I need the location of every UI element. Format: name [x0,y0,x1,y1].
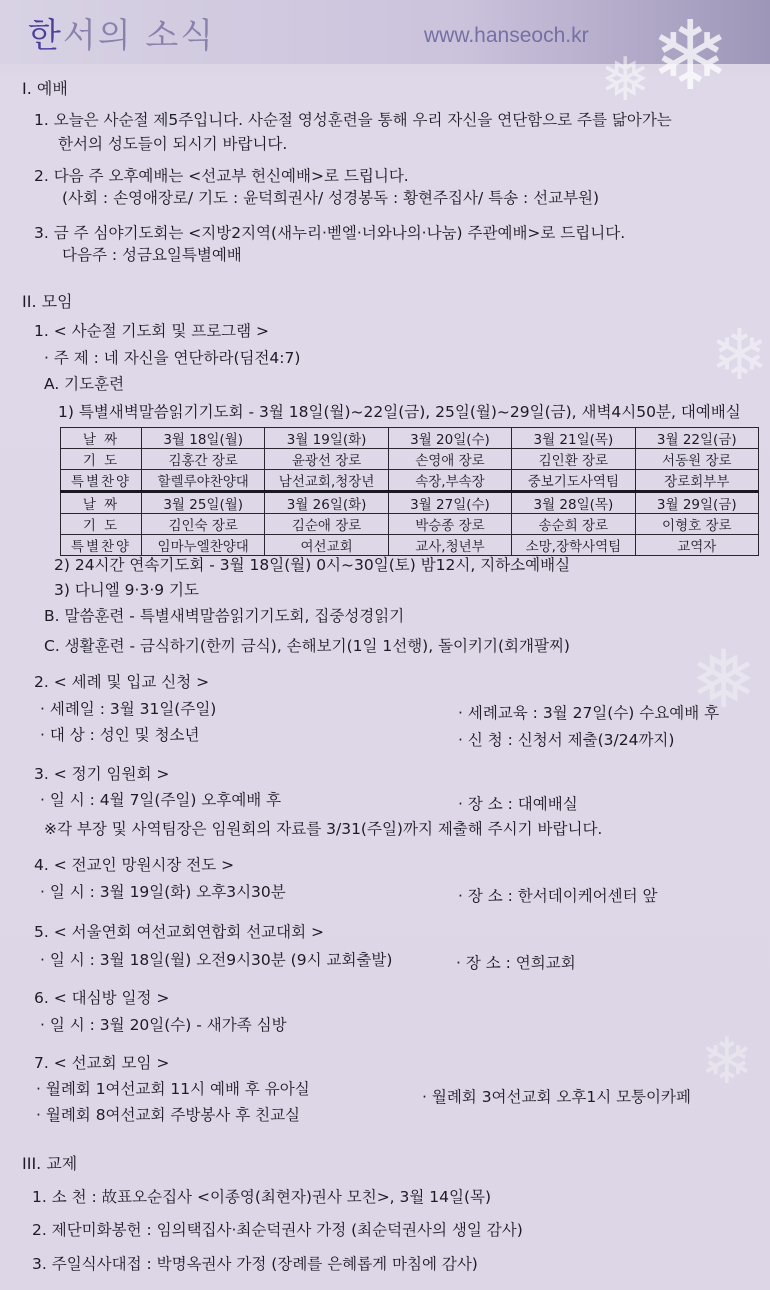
page-title [28,8,215,57]
prayer-training-1: 1) 특별새벽말씀읽기기도회 - 3월 18일(월)~22일(금), 25일(월)~29일(금), 새벽4시50분, 대예배실 [58,403,741,421]
meeting-2-apply: · 신 청 : 신청서 제출(3/24까지) [458,731,675,749]
prayer-training-2: 2) 24시간 연속기도회 - 3월 18일(월) 0시~30일(토) 밤12시, 지하소예배실 [54,556,571,574]
table-row [61,449,759,470]
meeting-5-title: 5. < 서울연회 여선교회연합회 선교대회 > [34,923,324,941]
table-cell: 할렐루야찬양대 [142,470,265,492]
table-cell: 3월 29일(금) [635,492,758,514]
table-cell: 임마누엘찬양대 [142,535,265,556]
table-cell: 3월 20일(수) [388,428,511,449]
row-label-prayer: 기 도 [61,449,142,470]
meeting-3-title: 3. < 정기 임원회 > [34,765,170,783]
meeting-2-target: · 대 상 : 성인 및 청소년 [40,726,200,744]
meeting-7-c: · 월례회 8여선교회 주방봉사 후 친교실 [36,1106,301,1124]
snowflake-icon: ❄ [710,314,769,396]
table-cell: 윤광선 장로 [265,449,388,470]
meeting-1-title: 1. < 사순절 기도회 및 프로그램 > [34,322,270,340]
meeting-2-date: · 세례일 : 3월 31일(주일) [40,700,217,718]
fellowship-item-2: 2. 제단미화봉헌 : 임의택집사·최순덕권사 가정 (최순덕권사의 생일 감사) [32,1221,523,1239]
table-cell: 박승종 장로 [388,514,511,535]
worship-item-2-detail: (사회 : 손영애장로/ 기도 : 윤덕희권사/ 성경봉독 : 황현주집사/ 특송 : 선교부원) [62,189,600,207]
worship-item-3-detail: 다음주 : 성금요일특별예배 [62,246,242,264]
table-cell: 이형호 장로 [635,514,758,535]
worship-item-1-cont: 한서의 성도들이 되시기 바랍니다. [58,135,288,153]
table-cell: 3월 19일(화) [265,428,388,449]
table-cell: 남선교회,청장년 [265,470,388,492]
table-cell: 송순희 장로 [512,514,635,535]
table-row [61,535,759,556]
row-label-music: 특별찬양 [61,470,142,492]
table-cell: 김순애 장로 [265,514,388,535]
fellowship-item-3: 3. 주일식사대접 : 박명옥권사 가정 (장례를 은혜롭게 마침에 감사) [32,1255,478,1273]
table-cell: 손영애 장로 [388,449,511,470]
meeting-6-time: · 일 시 : 3월 20일(수) - 새가족 심방 [40,1016,287,1034]
meeting-3-place: · 장 소 : 대예배실 [458,795,578,813]
prayer-training-3: 3) 다니엘 9·3·9 기도 [54,581,199,599]
title-first-char: 한 [28,16,63,56]
prayer-training-heading: A. 기도훈련 [44,375,125,393]
meeting-7-a: · 월례회 1여선교회 11시 예배 후 유아실 [36,1080,310,1098]
worship-item-2: 2. 다음 주 오후예배는 <선교부 헌신예배>로 드립니다. [34,167,409,185]
row-label-date: 날 짜 [61,492,142,514]
table-row [61,514,759,535]
word-training: B. 말씀훈련 - 특별새벽말씀읽기기도회, 집중성경읽기 [44,607,405,625]
table-cell: 속장,부속장 [388,470,511,492]
table-cell: 교역자 [635,535,758,556]
meeting-7-title: 7. < 선교회 모임 > [34,1054,170,1072]
meeting-7-b: · 월례회 3여선교회 오후1시 모퉁이카페 [422,1088,691,1106]
table-cell: 3월 21일(목) [512,428,635,449]
worship-item-1: 1. 오늘은 사순절 제5주입니다. 사순절 영성훈련을 통해 우리 자신을 연단함으로 주를 닮아가는 [34,111,672,129]
table-cell: 3월 18일(월) [142,428,265,449]
meeting-1-theme: · 주 제 : 네 자신을 연단하라(딤전4:7) [44,349,301,367]
section-worship-heading: I. 예배 [22,79,68,98]
church-url: www.hanseoch.kr [424,24,589,47]
title-rest: 서의 소식 [62,16,216,56]
table-cell: 중보기도사역팀 [512,470,635,492]
table-cell: 교사,청년부 [388,535,511,556]
worship-item-3: 3. 금 주 심야기도회는 <지방2지역(새누리·벧엘·너와나의·나눔) 주관예배>로 드립니다. [34,224,626,242]
section-fellowship-heading: III. 교제 [22,1154,78,1173]
table-cell: 서동원 장로 [635,449,758,470]
row-label-music: 특별찬양 [61,535,142,556]
table-cell: 김홍간 장로 [142,449,265,470]
meeting-2-title: 2. < 세례 및 입교 신청 > [34,673,210,691]
meeting-6-title: 6. < 대심방 일정 > [34,989,170,1007]
life-training: C. 생활훈련 - 금식하기(한끼 금식), 손해보기(1일 1선행), 돌이키기(회개팔찌) [44,637,570,655]
meeting-4-time: · 일 시 : 3월 19일(화) 오후3시30분 [40,883,286,901]
table-cell: 소망,장학사역팀 [512,535,635,556]
table-cell: 장로회부부 [635,470,758,492]
table-row [61,428,759,449]
meeting-5-time: · 일 시 : 3월 18일(월) 오전9시30분 (9시 교회출발) [40,951,393,969]
meeting-3-time: · 일 시 : 4월 7일(주일) 오후예배 후 [40,791,282,809]
table-cell: 3월 28일(목) [512,492,635,514]
table-cell: 김인환 장로 [512,449,635,470]
snowflake-icon: ❄ [650,0,731,112]
snowflake-icon: ❅ [600,45,651,115]
meeting-5-place: · 장 소 : 연희교회 [456,954,576,972]
table-cell: 여선교회 [265,535,388,556]
meeting-2-education: · 세례교육 : 3월 27일(수) 수요예배 후 [458,704,720,722]
snowflake-icon: ❄ [700,1025,754,1099]
snowflake-icon: ❅ [690,633,758,726]
meeting-4-title: 4. < 전교인 망원시장 전도 > [34,856,235,874]
table-cell: 3월 27일(수) [388,492,511,514]
table-cell: 김인숙 장로 [142,514,265,535]
section-meetings-heading: II. 모임 [22,292,73,311]
table-row [61,492,759,514]
table-cell: 3월 22일(금) [635,428,758,449]
row-label-prayer: 기 도 [61,514,142,535]
meeting-4-place: · 장 소 : 한서데이케어센터 앞 [458,887,658,905]
meeting-3-note: ※각 부장 및 사역팀장은 임원회의 자료를 3/31(주일)까지 제출해 주시기 바랍니다. [44,820,603,838]
prayer-schedule-table [60,427,759,556]
table-row [61,470,759,492]
table-cell: 3월 25일(월) [142,492,265,514]
table-cell: 3월 26일(화) [265,492,388,514]
fellowship-item-1: 1. 소 천 : 故표오순집사 <이종영(최현자)권사 모친>, 3월 14일(목) [32,1188,492,1206]
row-label-date: 날 짜 [61,428,142,449]
